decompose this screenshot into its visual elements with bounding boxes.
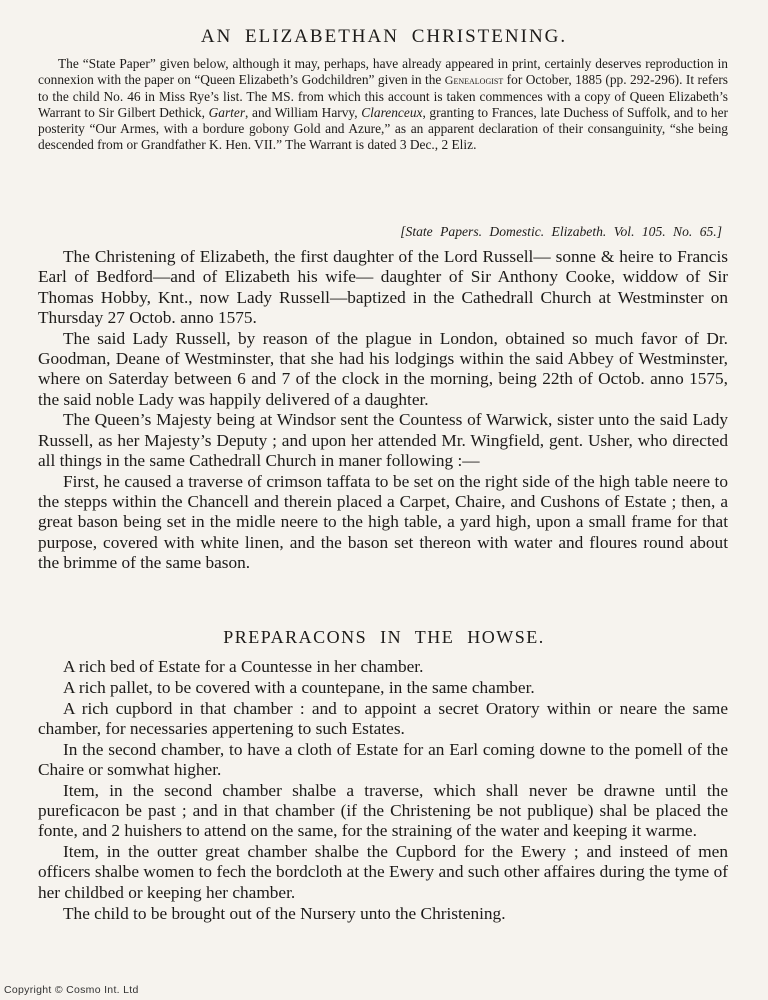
intro-text-4: , granting to Frances, late Duchess of Suffolk, and to her posterity “Our Armes, with a bordure gobony Gold and Azure,” as an apparent declaration of their consanguinity, “she being descended from or Grandfather K. Hen. VII.” The Warrant is dated 3 Dec., 2 Eliz.	[38, 104, 728, 153]
paragraph: Item, in the second chamber shalbe a traverse, which shall never be drawne until the pureficacon be past ; and in that chamber (if the Christening be not publique) shal be placed the fonte, and 2 huishers to attend on the same, for the straining of the water and keeping it warme.	[38, 780, 728, 841]
paragraph: A rich bed of Estate for a Countesse in her chamber.	[63, 657, 424, 676]
paragraph: The said Lady Russell, by reason of the plague in London, obtained so much favor of Dr. Goodman, Deane of Westminster, that she had his lodgings within the said Abbey of Westminster, where on Saterday between 6 and 7 of the clock in the morning, being 22th of Octob. anno 1575, the said noble Lady was happily delivered of a daughter.	[38, 328, 728, 409]
intro-garter: Garter	[208, 104, 246, 120]
paragraph: A rich pallet, to be covered with a countepane, in the same chamber.	[63, 677, 535, 697]
paragraph: The Queen’s Majesty being at Windsor sent the Countess of Warwick, sister unto the said Lady Russell, as her Majesty’s Deputy ; and upon her attended Mr. Wingfield, gent. Usher, who directed all things in the same Cathedrall Church in maner following :—	[38, 410, 728, 470]
paragraph: The child to be brought out of the Nursery unto the Christening.	[63, 903, 506, 923]
intro-text-3: , and William Harvy,	[245, 104, 362, 120]
intro-clarenceux: Clarenceux	[361, 104, 423, 120]
intro-text-1: The “State Paper” given below, although it may, perhaps, have already appeared in print, certainly deserves reproduction in connexion with the paper on “Queen Elizabeth’s Godchildren” given in the	[38, 56, 728, 88]
article-title: AN ELIZABETHAN CHRISTENING.	[200, 26, 568, 47]
paragraph: In the second chamber, to have a cloth of Estate for an Earl coming downe to the pomell of the Chaire or somwhat higher.	[38, 739, 728, 779]
section-text	[38, 657, 728, 924]
paragraph: The Christening of Elizabeth, the first daughter of the Lord Russell— sonne & heire to Francis Earl of Bedford—and of Elizabeth his wife— daughter of Sir Anthony Cooke, widdow of Sir Thomas Hobby, Knt., now Lady Russell—baptized in the Cathedrall Church at Westminster on Thursday 27 Octob. anno 1575.	[38, 247, 728, 327]
paragraph: A rich cupbord in that chamber : and to appoint a secret Oratory within or neare the same chamber, for necessaries appertening to such Estates.	[38, 698, 728, 738]
paragraph: First, he caused a traverse of crimson taffata to be set on the right side of the high table neere to the stepps within the Chancell and therein placed a Carpet, Chaire, and Cushons of Estate ; then, a great bason being set in the midle neere to the high table, a yard high, upon a small frame for that purpose, covered with white linen, and the bason set thereon with water and floures round about the brimme of the same bason.	[38, 471, 728, 572]
intro-text-2: for October, 1885 (pp. 292-296). It refers to the child No. 46 in Miss Rye’s list. The MS. from which this account is taken commences with a copy of Queen Elizabeth’s Warrant to Sir Gilbert Dethick,	[38, 72, 728, 120]
main-text	[38, 247, 728, 574]
source-citation: [State Papers. Domestic. Elizabeth. Vol. 105. No. 65.]	[400, 224, 722, 239]
copyright-notice: Copyright © Cosmo Int. Ltd	[4, 984, 139, 996]
intro-genealogist: Genealogist	[444, 73, 504, 88]
intro-paragraph	[38, 56, 728, 154]
paragraph: Item, in the outter great chamber shalbe the Cupbord for the Ewery ; and insteed of men officers shalbe women to fech the bordcloth at the Ewery and such other affaires during the tyme of her childbed or keeping her chamber.	[38, 842, 728, 902]
section-heading: PREPARACONS IN THE HOWSE.	[223, 627, 545, 647]
